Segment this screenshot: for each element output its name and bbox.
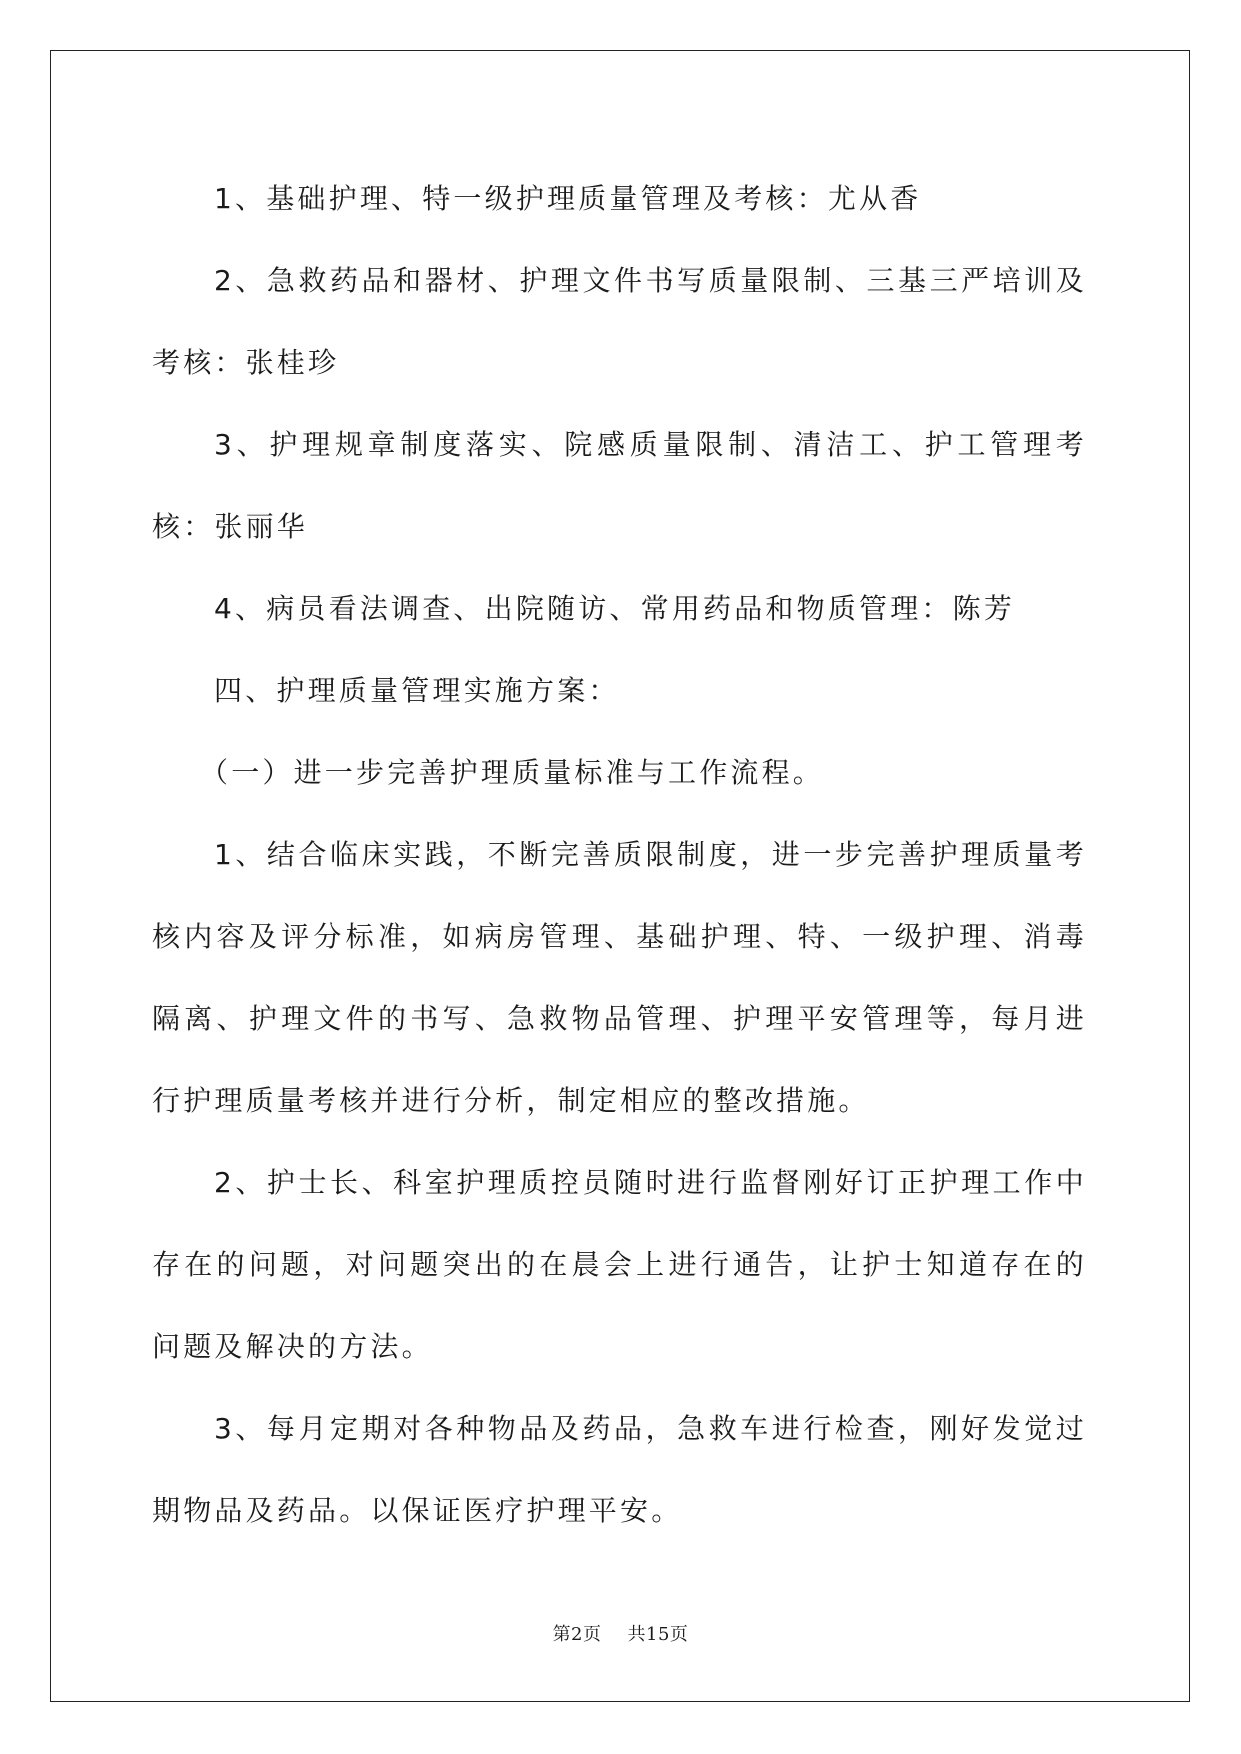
paragraph-4: 4、病员看法调查、出院随访、常用药品和物质管理：陈芳 [214,592,1016,625]
paragraph-1: 1、基础护理、特一级护理质量管理及考核：尤从香 [214,182,922,215]
paragraph-6: 2、护士长、科室护理质控员随时进行监督刚好订正护理工作中存在的问题，对问题突出的在晨会上进行通告，让护士知道存在的问题及解决的方法。 [152,1166,1087,1363]
page-total: 共15页 [627,1624,689,1645]
paragraph-7: 3、每月定期对各种物品及药品，急救车进行检查，刚好发觉过期物品及药品。以保证医疗护理平安。 [152,1412,1087,1527]
paragraph-3: 3、护理规章制度落实、院感质量限制、清洁工、护工管理考核：张丽华 [152,428,1087,543]
document-body [152,158,1087,1552]
subsection-heading: （一）进一步完善护理质量标准与工作流程。 [200,756,825,789]
page-number: 第2页 [552,1624,602,1645]
paragraph-5: 1、结合临床实践，不断完善质限制度，进一步完善护理质量考核内容及评分标准，如病房管理、基础护理、特、一级护理、消毒隔离、护理文件的书写、急救物品管理、护理平安管理等，每月进行护理质量考核并进行分析，制定相应的整改措施。 [152,838,1087,1117]
paragraph-2: 2、急救药品和器材、护理文件书写质量限制、三基三严培训及考核：张桂珍 [152,264,1087,379]
page-footer [0,1620,1241,1646]
section-heading: 四、护理质量管理实施方案： [214,674,620,707]
